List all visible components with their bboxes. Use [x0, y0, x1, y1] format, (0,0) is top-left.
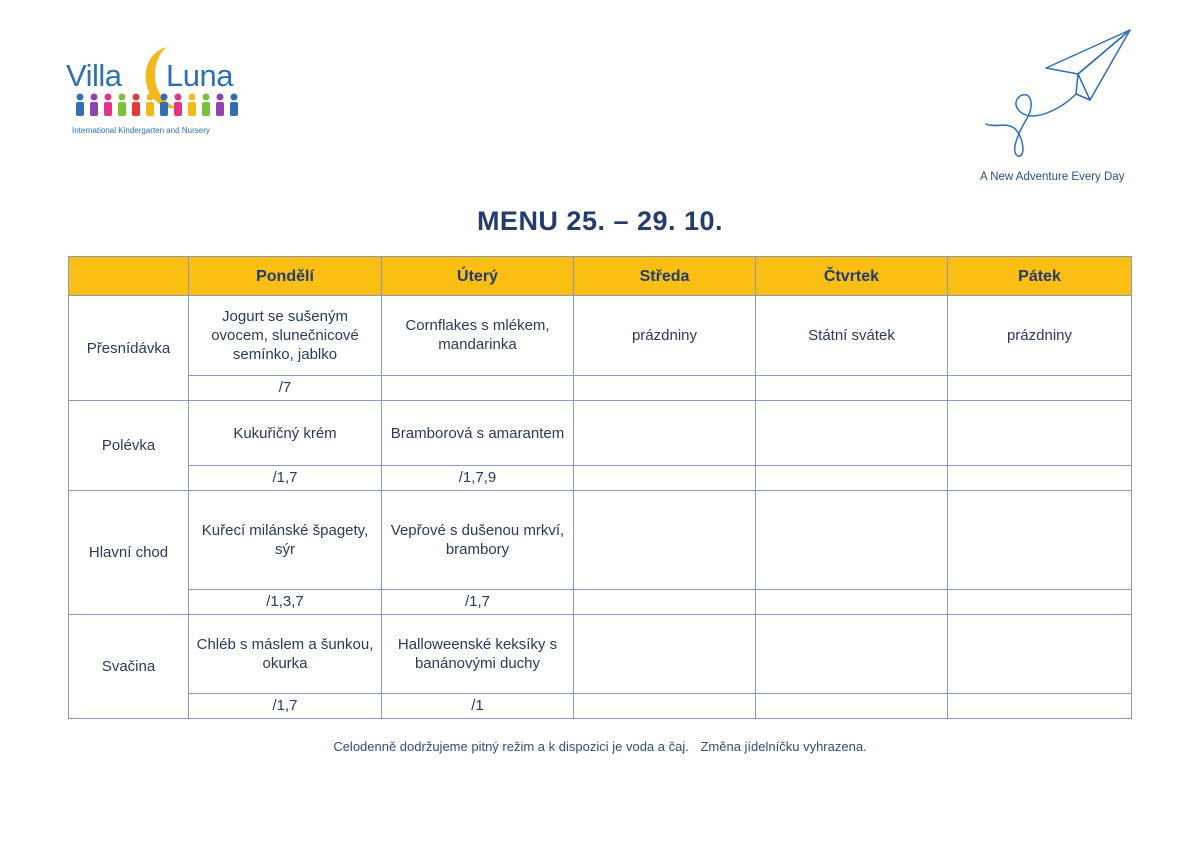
meal-row-hlavni-chod: [69, 491, 1132, 590]
allergen-cell: [756, 376, 948, 401]
children-figures-icon: [72, 92, 240, 118]
allergen-row: [69, 376, 1132, 401]
dish-cell: [948, 401, 1132, 466]
dish-cell: Chléb s máslem a šunkou, okurka: [189, 615, 382, 694]
drinking-regime-note: Celodenně dodržujeme pitný režim a k dispozici je voda a čaj.: [333, 739, 689, 754]
dish-cell: [574, 491, 756, 590]
meal-row-svacina: [69, 615, 1132, 694]
allergen-row: [69, 590, 1132, 615]
dish-cell: [756, 491, 948, 590]
logo-tagline: International Kindergarten and Nursery: [72, 126, 210, 135]
menu-table: [68, 256, 1132, 719]
dish-cell: [948, 491, 1132, 590]
allergen-cell: [948, 376, 1132, 401]
dish-cell: Vepřové s dušenou mrkví, brambory: [382, 491, 574, 590]
allergen-cell: [574, 694, 756, 719]
meal-row-presnidavka: [69, 296, 1132, 376]
allergen-cell: [756, 466, 948, 491]
logo-word-villa: Villa: [66, 58, 122, 93]
allergen-cell: /1,7: [189, 694, 382, 719]
meal-label: Polévka: [69, 401, 189, 491]
dish-cell: prázdniny: [574, 296, 756, 376]
allergen-cell: /1: [382, 694, 574, 719]
meal-label: Hlavní chod: [69, 491, 189, 615]
menu-change-note: Změna jídelníčku vyhrazena.: [700, 739, 867, 754]
dish-cell: [756, 615, 948, 694]
page-title: MENU 25. – 29. 10.: [476, 206, 724, 236]
allergen-cell: /7: [189, 376, 382, 401]
allergen-cell: [756, 694, 948, 719]
day-header: Středa: [574, 257, 756, 296]
dish-cell: [756, 401, 948, 466]
slogan: A New Adventure Every Day: [980, 171, 1125, 183]
meal-label: Přesnídávka: [69, 296, 189, 401]
meal-row-polevka: [69, 401, 1132, 466]
paper-plane-icon: [980, 24, 1140, 164]
allergen-cell: /1,7,9: [382, 466, 574, 491]
allergen-cell: [948, 590, 1132, 615]
allergen-cell: [756, 590, 948, 615]
dish-cell: Jogurt se sušeným ovocem, slunečnicové semínko, jablko: [189, 296, 382, 376]
dish-cell: [574, 401, 756, 466]
allergen-cell: [574, 590, 756, 615]
day-header: Pátek: [948, 257, 1132, 296]
day-header: Úterý: [382, 257, 574, 296]
meal-label: Svačina: [69, 615, 189, 719]
dish-cell: prázdniny: [948, 296, 1132, 376]
dish-cell: Cornflakes s mlékem, mandarinka: [382, 296, 574, 376]
allergen-cell: /1,7: [382, 590, 574, 615]
dish-cell: Státní svátek: [756, 296, 948, 376]
day-header: Čtvrtek: [756, 257, 948, 296]
dish-cell: Halloweenské keksíky s banánovými duchy: [382, 615, 574, 694]
logo-word-luna: Luna: [166, 58, 233, 93]
dish-cell: [574, 615, 756, 694]
allergen-cell: [948, 694, 1132, 719]
dish-cell: [948, 615, 1132, 694]
allergen-row: [69, 694, 1132, 719]
day-header: Pondělí: [189, 257, 382, 296]
allergen-cell: /1,3,7: [189, 590, 382, 615]
allergen-cell: [574, 376, 756, 401]
villa-luna-logo: [66, 44, 246, 139]
allergen-row: [69, 466, 1132, 491]
footer-note: [0, 739, 1200, 754]
header-corner: [69, 257, 189, 296]
table-header-row: [69, 257, 1132, 296]
allergen-cell: [948, 466, 1132, 491]
dish-cell: Kuřecí milánské špagety, sýr: [189, 491, 382, 590]
allergen-cell: /1,7: [189, 466, 382, 491]
dish-cell: Kukuřičný krém: [189, 401, 382, 466]
allergen-cell: [574, 466, 756, 491]
allergen-cell: [382, 376, 574, 401]
dish-cell: Bramborová s amarantem: [382, 401, 574, 466]
